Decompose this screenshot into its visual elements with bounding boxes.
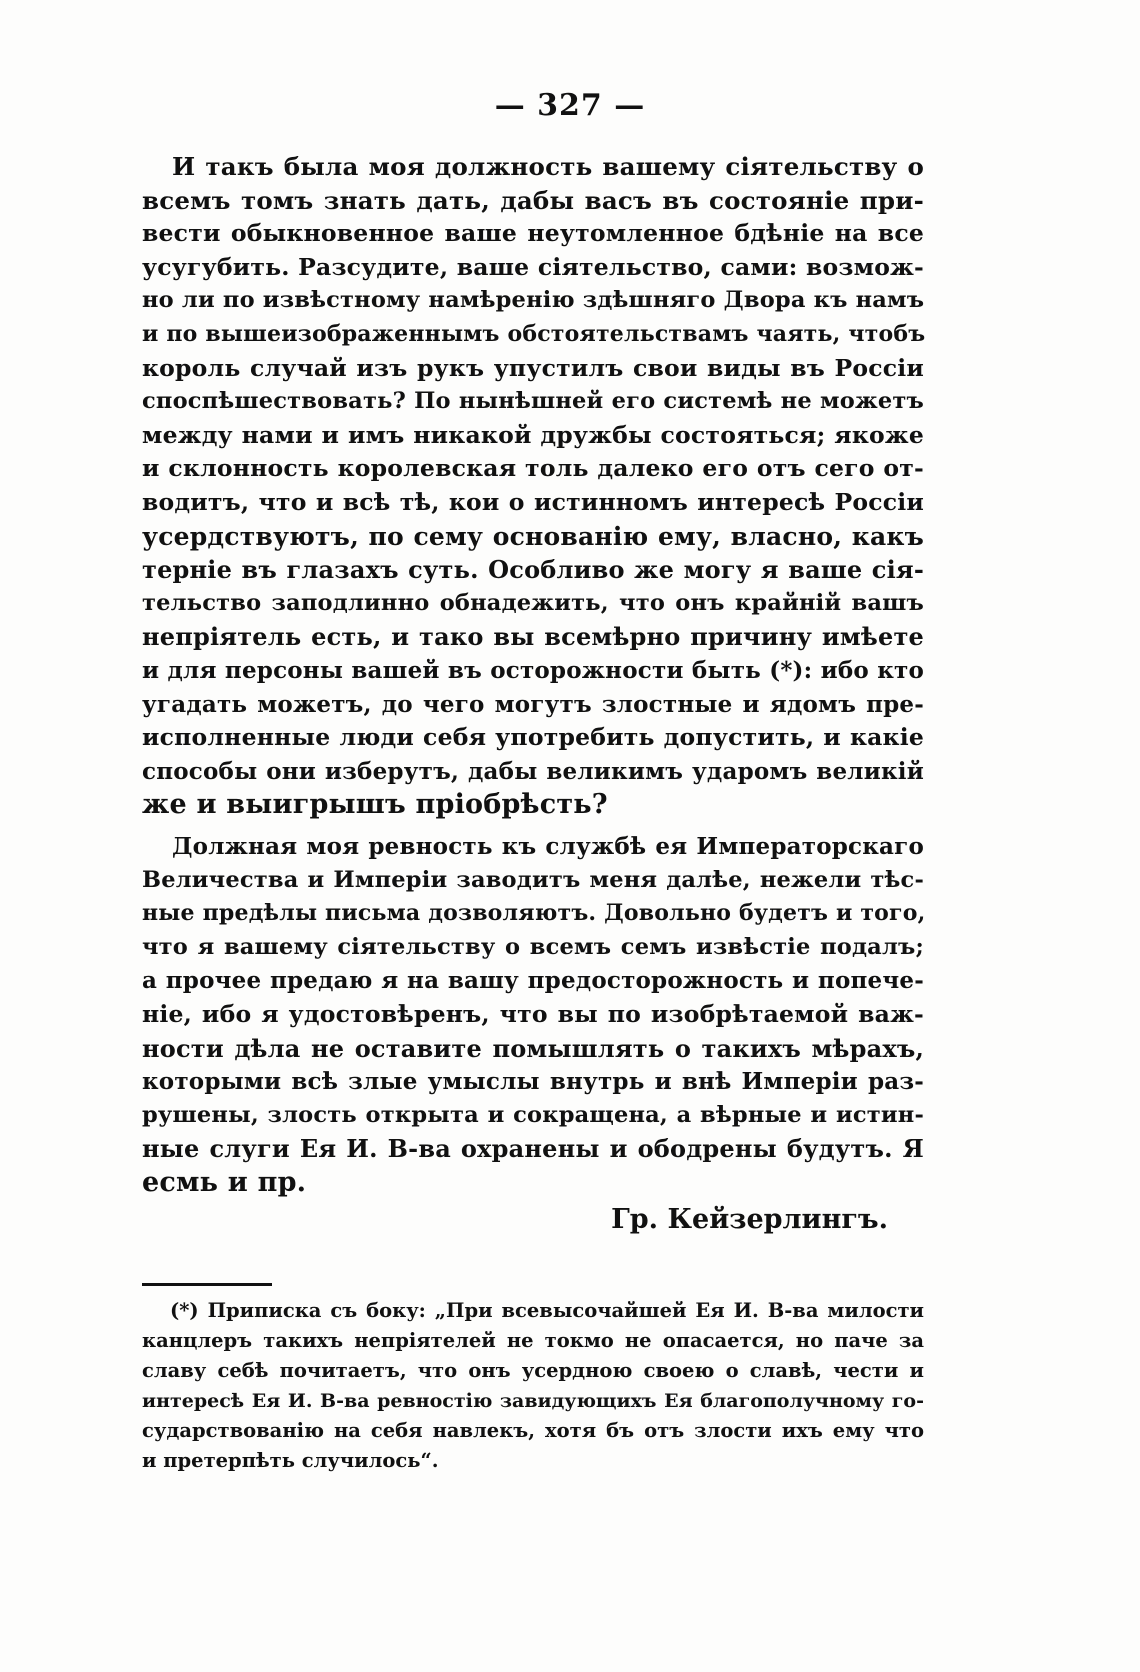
text-line: которыми всѣ злые умыслы внутрь и внѣ Имперіи раз- <box>142 1068 924 1096</box>
footnote-divider <box>142 1283 272 1286</box>
footnote-line: славу себѣ почитаетъ, что онъ усердною своею о славѣ, чести и <box>142 1359 924 1382</box>
main-paragraph-2 <box>142 830 924 1200</box>
text-line: что я вашему сіятельству о всемъ семъ извѣстіе подалъ; <box>142 933 924 960</box>
text-line: и по вышеизображеннымъ обстоятельствамъ чаять, чтобъ <box>142 320 926 347</box>
text-line: И такъ была моя должность вашему сіятельству о <box>172 152 924 181</box>
text-line: и склонность королевская толь далеко его отъ сего от- <box>142 454 924 483</box>
text-line: ніе, ибо я удостовѣренъ, что вы по изобрѣтаемой важ- <box>142 999 924 1028</box>
signature: Гр. Кейзерлингъ. <box>611 1204 888 1235</box>
text-line: и для персоны вашей въ осторожности быть (*): ибо кто <box>142 656 924 684</box>
footnote-line: сударствованію на себя навлекъ, хотя бъ отъ злости ихъ ему что <box>142 1419 924 1442</box>
footnote-line: (*) Приписка съ боку: „При всевысочайшей Ея И. В-ва милости <box>170 1299 924 1322</box>
footnote-line: интересѣ Ея И. В-ва ревностію завидующихъ Ея благополучному го- <box>142 1390 924 1412</box>
text-line: непріятель есть, и тако вы всемѣрно причину имѣете <box>142 622 924 652</box>
footnote-line: канцлеръ такихъ непріятелей не токмо не опасается, но паче за <box>142 1329 924 1352</box>
text-line: всемъ томъ знать дать, дабы васъ въ состояніе при- <box>142 185 924 215</box>
text-line: а прочее предаю я на вашу предосторожность и попече- <box>142 967 924 995</box>
text-line: король случай изъ рукъ упустилъ свои виды въ Россіи <box>142 353 924 382</box>
text-line: есмь и пр. <box>142 1166 307 1198</box>
text-line: усердствуютъ, по сему основанію ему, власно, какъ <box>142 521 924 551</box>
text-line: Должная моя ревность къ службѣ ея Императорскаго <box>172 833 924 860</box>
text-line: угадать можетъ, до чего могутъ злостные и ядомъ пре- <box>142 690 924 718</box>
text-line: Величества и Имперіи заводитъ меня далѣе, нежели тѣс- <box>142 866 924 893</box>
text-line: споспѣшествовать? По нынѣшней его системѣ не можетъ <box>142 388 924 415</box>
text-line: вести обыкновенное ваше неутомленное бдѣніе на все <box>142 219 924 248</box>
text-line: ные слуги Ея И. В-ва охранены и ободрены будутъ. Я <box>142 1134 924 1164</box>
text-line: рушены, злость открыта и сокращена, а вѣрные и истин- <box>142 1101 924 1128</box>
text-line: терніе въ глазахъ суть. Особливо же могу я ваше сія- <box>142 555 924 585</box>
text-line: ные предѣлы письма дозволяютъ. Довольно будетъ и того, <box>142 900 926 927</box>
text-line: ности дѣла не оставите помышлять о такихъ мѣрахъ, <box>142 1033 924 1063</box>
text-line: способы они изберутъ, дабы великимъ ударомъ великій <box>142 757 924 785</box>
text-line: водитъ, что и всѣ тѣ, кои о истинномъ интересѣ Россіи <box>142 487 924 516</box>
text-line: тельство заподлинно обнадежить, что онъ крайній вашъ <box>142 589 924 616</box>
page-number: — 327 — <box>494 88 646 123</box>
footnote-line: и претерпѣть случилось“. <box>142 1449 439 1472</box>
text-line: усугубить. Разсудите, ваше сіятельство, сами: возмож- <box>142 252 924 281</box>
text-line: исполненные люди себя употребить допустить, и какіе <box>142 723 924 752</box>
text-line: между нами и имъ никакой дружбы состояться; якоже <box>142 420 924 449</box>
main-paragraph-1 <box>142 150 924 822</box>
text-line: но ли по извѣстному намѣренію здѣшняго Двора къ намъ <box>142 287 925 314</box>
text-line: же и выигрышъ пріобрѣсть? <box>142 789 608 821</box>
footnote <box>142 1296 924 1476</box>
